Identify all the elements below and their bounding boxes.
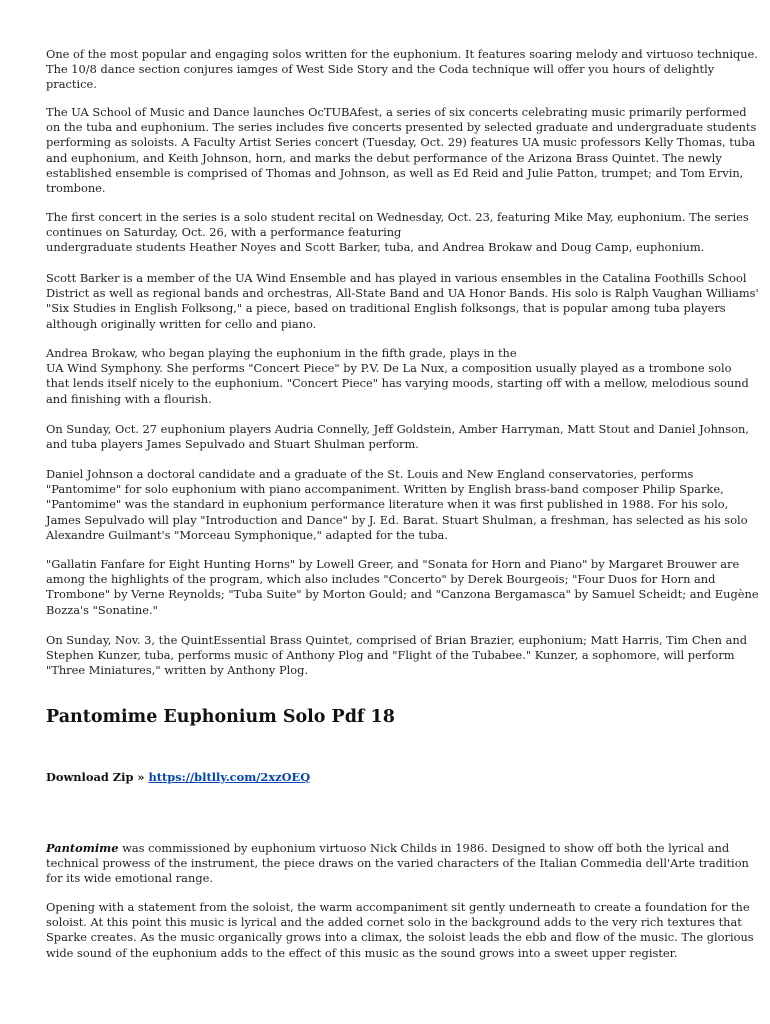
text-line: Bozza's "Sonatine."	[46, 602, 158, 617]
program-highlights-paragraph	[46, 557, 759, 618]
first-concert-paragraph	[46, 210, 749, 256]
download-link[interactable]: https://bltlly.com/2xzOEQ	[148, 770, 311, 784]
opening-paragraph	[46, 900, 754, 961]
text-line: UA Wind Symphony. She performs "Concert Piece" by P.V. De La Nux, a composition usually played as a trombone solo	[46, 361, 732, 376]
text-line: performing as soloists. A Faculty Artist Series concert (Tuesday, Oct. 29) features UA music professors Kelly Thomas, tuba	[46, 135, 756, 150]
pantomime-title: Pantomime	[46, 841, 119, 855]
text-line: trombone.	[46, 181, 106, 196]
text-fragment: was commissioned by euphonium virtuoso Nick Childs in 1986. Designed to show off both the lyrical and	[118, 841, 730, 855]
text-line: Scott Barker is a member of the UA Wind Ensemble and has played in various ensembles in the Catalina Foothills School	[46, 271, 747, 285]
daniel-johnson-paragraph	[46, 467, 748, 543]
text-line: soloist. At this point this music is lyrical and the added cornet solo in the background adds to the very rich textures that	[46, 915, 742, 930]
text-line: Opening with a statement from the soloist, the warm accompaniment sit gently underneath to create a foundation for the	[46, 900, 750, 914]
text-line: The 10/8 dance section conjures iamges of West Side Story and the Coda technique will offer you hours of delightly	[46, 62, 715, 77]
text-line: One of the most popular and engaging solos written for the euphonium. It features soaring melody and virtuoso technique.	[46, 47, 758, 61]
text-line: practice.	[46, 77, 97, 92]
text-line: that lends itself nicely to the euphonium. "Concert Piece" has varying moods, starting off with a mellow, melodious sound	[46, 376, 749, 391]
text-line: established ensemble is comprised of Thomas and Johnson, as well as Ed Reid and Julie Patton, trumpet; and Tom Ervin,	[46, 165, 744, 180]
scott-barker-paragraph	[46, 271, 759, 332]
text-line: "Three Miniatures," written by Anthony Plog.	[46, 663, 309, 678]
text-line: among the highlights of the program, which also includes "Concerto" by Derek Bourgeois; "Four Duos for Horn and	[46, 572, 716, 587]
intro-paragraph	[46, 47, 758, 93]
text-line: The first concert in the series is a solo student recital on Wednesday, Oct. 23, featuring Mike May, euphonium. The series	[46, 210, 749, 224]
text-line: Andrea Brokaw, who began playing the euphonium in the fifth grade, plays in the	[46, 346, 517, 360]
text-line: The UA School of Music and Dance launches OcTUBAfest, a series of six concerts celebrating music primarily performed	[46, 105, 747, 119]
text-line: "Pantomime" for solo euphonium with piano accompaniment. Written by English brass-band composer Philip Sparke,	[46, 482, 724, 497]
octubafest-paragraph	[46, 105, 757, 196]
text-line: Alexandre Guilmant's "Morceau Symphonique," adapted for the tuba.	[46, 527, 448, 542]
andrea-brokaw-paragraph	[46, 346, 749, 407]
text-line: wide sound of the euphonium adds to the effect of this music as the sound grows into a sweet upper register.	[46, 945, 678, 960]
text-line: continues on Saturday, Oct. 26, with a performance featuring	[46, 225, 402, 240]
text-line: and finishing with a flourish.	[46, 391, 212, 406]
text-line: and tuba players James Sepulvado and Stuart Shulman perform.	[46, 437, 419, 452]
text-line: "Gallatin Fanfare for Eight Hunting Horns" by Lowell Greer, and "Sonata for Horn and Piano" by Margaret Brouwer are	[46, 557, 740, 571]
pantomime-paragraph	[46, 841, 749, 887]
oct-27-paragraph	[46, 422, 749, 452]
text-line: Sparke creates. As the music organically grows into a climax, the soloist leads the ebb and flow of the music. The glorious	[46, 930, 754, 945]
text-line: technical prowess of the instrument, the piece draws on the varied characters of the Italian Commedia dell'Arte tradition	[46, 856, 749, 871]
text-line: District as well as regional bands and orchestras, All-State Band and UA Honor Bands. His solo is Ralph Vaughan Williams'	[46, 286, 759, 301]
page-title: Pantomime Euphonium Solo Pdf 18	[46, 707, 395, 727]
text-line: Stephen Kunzer, tuba, performs music of Anthony Plog and "Flight of the Tubabee." Kunzer, a sophomore, will perform	[46, 648, 735, 663]
text-line	[46, 841, 730, 856]
text-line: Daniel Johnson a doctoral candidate and a graduate of the St. Louis and New England conservatories, performs	[46, 467, 694, 481]
nov-3-paragraph	[46, 633, 748, 679]
download-line	[46, 770, 310, 784]
download-label: Download Zip »	[46, 770, 145, 784]
text-line: "Pantomime" was the standard in euphonium performance literature when it was first published in 1988. For his solo,	[46, 497, 729, 512]
text-line: Trombone" by Verne Reynolds; "Tuba Suite" by Morton Gould; and "Canzona Bergamasca" by Samuel Scheidt; and Eugène	[46, 587, 759, 602]
text-line: although originally written for cello and piano.	[46, 316, 317, 331]
text-line: "Six Studies in English Folksong," a piece, based on traditional English folksongs, that is popular among tuba players	[46, 301, 726, 316]
text-line: James Sepulvado will play "Introduction and Dance" by J. Ed. Barat. Stuart Shulman, a freshman, has selected as his solo	[46, 512, 748, 527]
text-line: On Sunday, Nov. 3, the QuintEssential Brass Quintet, comprised of Brian Brazier, euphonium; Matt Harris, Tim Chen and	[46, 633, 748, 647]
text-line: on the tuba and euphonium. The series includes five concerts presented by selected graduate and undergraduate students	[46, 120, 757, 135]
text-line: On Sunday, Oct. 27 euphonium players Audria Connelly, Jeff Goldstein, Amber Harryman, Matt Stout and Daniel Johnson,	[46, 422, 749, 436]
text-line: and euphonium, and Keith Johnson, horn, and marks the debut performance of the Arizona Brass Quintet. The newly	[46, 150, 722, 165]
text-line: undergraduate students Heather Noyes and Scott Barker, tuba, and Andrea Brokaw and Doug Camp, euphonium.	[46, 240, 705, 255]
text-line: for its wide emotional range.	[46, 871, 213, 886]
